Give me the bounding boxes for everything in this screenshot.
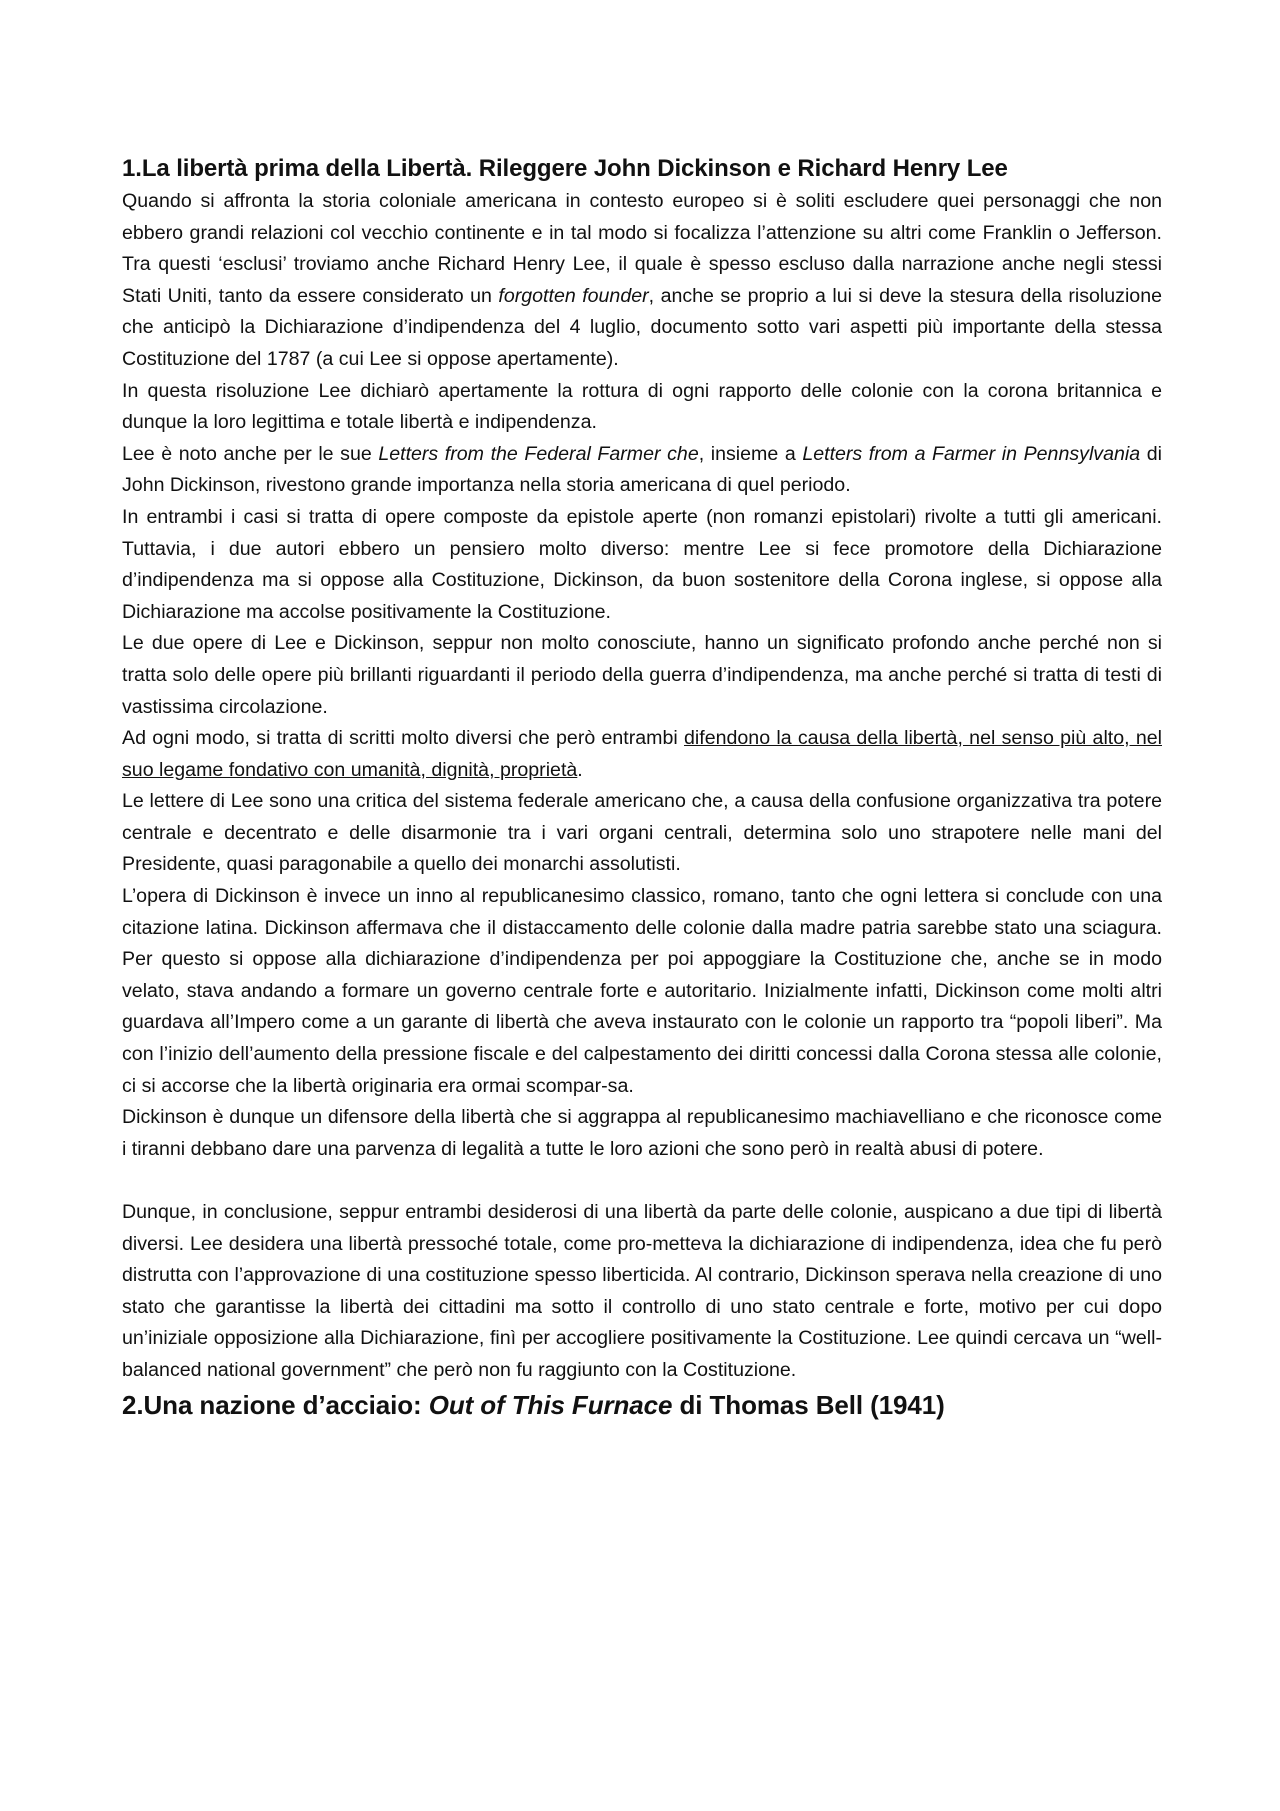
paragraph-1-italic: forgotten founder — [498, 284, 649, 307]
paragraph-5: Le due opere di Lee e Dickinson, seppur non molto conosciute, hanno un significato profondo anche perché non si tratta solo delle opere più brillanti riguardanti il periodo della guerra d’indipendenza, ma anche perché si tratta di testi di vastissima circolazione. — [122, 632, 1162, 718]
paragraph-6 — [122, 723, 1162, 786]
paragraph-3 — [122, 439, 1162, 502]
blank-line — [122, 1165, 1162, 1197]
paragraph-3-italic-b: Letters from a Farmer in Pennsylvania — [802, 442, 1141, 465]
paragraph-3-text-b: , insieme a — [698, 442, 803, 465]
document-page — [122, 152, 1162, 1423]
paragraph-6-text-b: . — [577, 758, 583, 781]
paragraph-9: Dickinson è dunque un difensore della libertà che si aggrappa al republicanesimo machiavelliano e che riconosce come i tiranni debbano dare una parvenza di legalità a tutte le loro azioni che sono però in realtà abusi di potere. — [122, 1106, 1162, 1160]
paragraph-1-text-a: Quando si affronta la storia coloniale americana in contesto europeo si è soliti escludere quei personaggi che non ebbero grandi relazioni col vecchio continente e in tal modo si focalizza l’attenzione su altri come Franklin o Jefferson. Tra questi ‘esclusi’ troviamo anche Richard Henry Lee, il quale è spesso escluso dalla narrazione anche negli stessi Stati Uniti, tanto da essere considerato un — [122, 190, 1162, 307]
paragraph-1-text-b: , anche se proprio a lui si deve la stesura della risoluzione che anticipò la Dichiarazione d’indipendenza del 4 luglio, documento sotto vari aspetti più importante della stessa Costituzione del 1787 (a cui Lee si oppose apertamente). — [122, 284, 1162, 370]
paragraph-6-underlined: difendono la causa della libertà, nel senso più alto, nel suo legame fondativo con umanità, dignità, proprietà — [122, 727, 1162, 781]
section-heading-2 — [122, 1387, 1162, 1423]
paragraph-3-italic-a: Letters from the Federal Farmer che — [378, 442, 699, 465]
section-heading-1: 1.La libertà prima della Libertà. Rileggere John Dickinson e Richard Henry Lee — [122, 155, 1008, 182]
paragraph-10: Dunque, in conclusione, seppur entrambi desiderosi di una libertà da parte delle colonie, auspicano a due tipi di libertà diversi. Lee desidera una libertà pressoché totale, come pro-metteva la dichiarazione di indipendenza, idea che fu però distrutta con l’approvazione di una costituzione spesso liberticida. Al contrario, Dickinson sperava nella creazione di uno stato che garantisse la libertà dei cittadini ma sotto il controllo di uno stato centrale e forte, motivo per cui dopo un’iniziale opposizione alla Dichiarazione, finì per accogliere positivamente la Costituzione. Lee quindi cercava un “well-balanced national government” che però non fu raggiunto con la Costituzione. — [122, 1201, 1162, 1381]
paragraph-1 — [122, 186, 1162, 376]
paragraph-6-text-a: Ad ogni modo, si tratta di scritti molto diversi che però entrambi — [122, 727, 685, 750]
heading-2-text-b: di Thomas Bell (1941) — [672, 1389, 945, 1420]
paragraph-3-text-c: di John Dickinson, rivestono grande importanza nella storia americana di quel periodo. — [122, 442, 1162, 497]
heading-2-italic: Out of This Furnace — [428, 1389, 673, 1420]
paragraph-7: Le lettere di Lee sono una critica del sistema federale americano che, a causa della confusione organizzativa tra potere centrale e decentrato e delle disarmonie tra i vari organi centrali, determina solo uno strapotere nelle mani del Presidente, quasi paragonabile a quello dei monarchi assolutisti. — [122, 790, 1162, 876]
paragraph-8: L’opera di Dickinson è invece un inno al republicanesimo classico, romano, tanto che ogni lettera si conclude con una citazione latina. Dickinson affermava che il distaccamento delle colonie dalla madre patria sarebbe stato una sciagura. Per questo si oppose alla dichiarazione d’indipendenza per poi appoggiare la Costituzione che, anche se in modo velato, stava andando a formare un governo centrale forte e autoritario. Inizialmente infatti, Dickinson come molti altri guardava all’Impero come a un garante di libertà che aveva instaurato con le colonie un rapporto tra “popoli liberi”. Ma con l’inizio dell’aumento della pressione fiscale e del calpestamento dei diritti concessi dalla Corona stessa alle colonie, ci si accorse che la libertà originaria era ormai scompar-sa. — [122, 885, 1162, 1097]
paragraph-3-text-a: Lee è noto anche per le sue — [122, 442, 379, 465]
paragraph-2: In questa risoluzione Lee dichiarò apertamente la rottura di ogni rapporto delle colonie con la corona britannica e dunque la loro legittima e totale libertà e indipendenza. — [122, 379, 1162, 434]
paragraph-4: In entrambi i casi si tratta di opere composte da epistole aperte (non romanzi epistolari) rivolte a tutti gli americani. Tuttavia, i due autori ebbero un pensiero molto diverso: mentre Lee si fece promotore della Dichiarazione d’indipendenza ma si oppose alla Costituzione, Dickinson, da buon sostenitore della Corona inglese, si oppose alla Dichiarazione ma accolse positivamente la Costituzione. — [122, 505, 1162, 623]
heading-2-text-a: 2.Una nazione d’acciaio: — [122, 1389, 429, 1420]
